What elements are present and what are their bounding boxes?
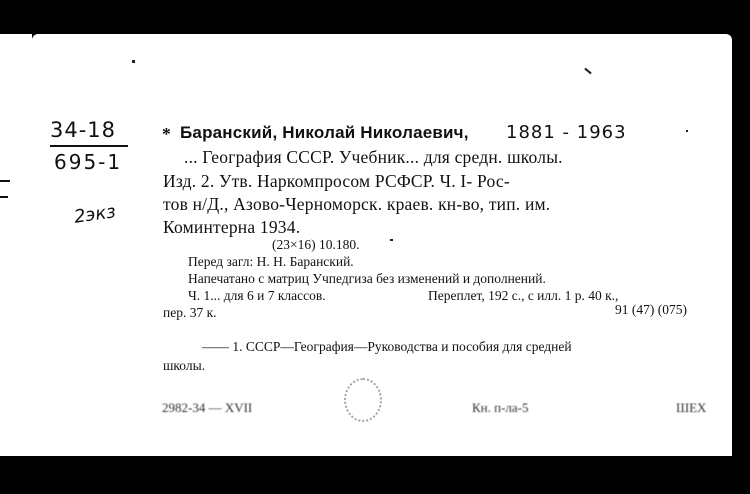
edge-mark bbox=[0, 180, 10, 182]
author-name: Баранский, Николай Николаевич, bbox=[180, 123, 469, 142]
speck bbox=[686, 130, 688, 132]
note-part: Ч. 1... для 6 и 7 классов. bbox=[188, 288, 326, 303]
format-line: (23×16) 10.180. bbox=[272, 237, 360, 252]
speck bbox=[132, 60, 135, 63]
catalog-card bbox=[32, 34, 732, 456]
speck bbox=[584, 68, 591, 75]
note-binding: Переплет, 192 с., с илл. 1 р. 40 к., bbox=[428, 288, 619, 303]
subject-heading: —— 1. СССР—География—Руководства и пособия для средней bbox=[202, 339, 572, 354]
call-number-underline bbox=[50, 145, 128, 147]
title-line-3: тов н/Д., Азово-Черноморск. краев. кн-во, тип. им. bbox=[163, 194, 551, 214]
copies-note: 2экз bbox=[72, 201, 118, 228]
call-number-primary: 34-18 bbox=[50, 118, 117, 142]
author-dates: 1881 - 1963 bbox=[506, 122, 627, 143]
footer-imprint-mid: Кн. п-ла-5 bbox=[472, 400, 529, 415]
title-line-2: Изд. 2. Утв. Наркомпросом РСФСР. Ч. I- Рос- bbox=[163, 171, 510, 191]
footer-imprint-left: 2982-34 — XVII bbox=[162, 400, 253, 415]
note-title-author: Перед загл: Н. Н. Баранский. bbox=[188, 254, 354, 269]
title-line-4: Коминтерна 1934. bbox=[163, 217, 301, 237]
note-price: пер. 37 к. bbox=[163, 305, 217, 320]
edge-mark bbox=[0, 196, 8, 198]
note-printing: Напечатано с матриц Учпедгиза без изменений и дополнений. bbox=[188, 271, 546, 286]
author-star: * bbox=[162, 124, 171, 144]
subject-heading-cont: школы. bbox=[163, 358, 206, 373]
stamp-smudge-icon bbox=[344, 378, 382, 422]
footer-imprint-right: ШЕХ bbox=[676, 400, 707, 415]
classification: 91 (47) (075) bbox=[615, 302, 687, 317]
speck bbox=[390, 239, 393, 241]
call-number-secondary: 695-1 bbox=[54, 150, 123, 174]
title-line-1: ... География СССР. Учебник... для средн. школы. bbox=[184, 147, 563, 167]
